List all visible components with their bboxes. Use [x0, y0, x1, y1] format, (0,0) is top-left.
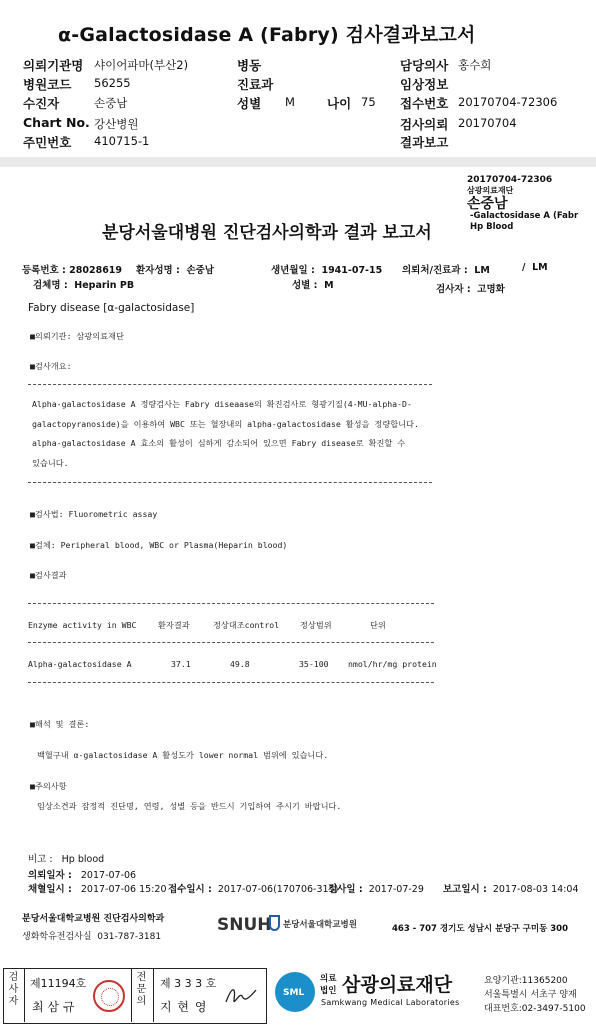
agency: ■의뢰기관: 삼광의료재단 — [30, 331, 124, 341]
req-date-label: 의뢰일자 : — [28, 870, 72, 881]
patient-label: 환자성명 : — [136, 265, 180, 276]
org-prefix-1: 의료 — [320, 974, 337, 984]
org-english: Samkwang Medical Laboratories — [321, 998, 460, 1007]
header-label: 진료과 — [237, 77, 274, 92]
header-label: 성별 — [237, 96, 262, 111]
row-range: 35-100 — [299, 659, 329, 669]
header-value: M — [285, 95, 295, 109]
overview-line-1: Alpha-galactosidase A 정량검사는 Fabry diseaase의 확진검사로 형광기질(4-MU-alpha-D- — [32, 399, 412, 409]
tag-specialist: 전문의 — [136, 972, 147, 1007]
table-bottom-rule — [28, 682, 434, 683]
col-patient: 환자결과 — [158, 620, 190, 630]
col-range: 정상범위 — [300, 620, 332, 630]
tag-examiner: 검사자 — [8, 972, 19, 1007]
signature-scribble-icon — [222, 982, 258, 1010]
test-date: 2017-07-29 — [368, 884, 424, 895]
method: ■검사법: Fluorometric assay — [30, 509, 158, 519]
sample: ■검체: Peripheral blood, WBC or Plasma(Heparin blood) — [30, 540, 288, 550]
header-label: 의뢰기관명 — [23, 58, 84, 73]
reg-no: 28028619 — [69, 265, 123, 276]
specialist-license: 제 3 3 3 호 — [160, 977, 217, 990]
lab-phone: 031-787-3181 — [97, 932, 162, 942]
table-top-rule — [28, 603, 434, 604]
report-date: 2017-08-03 14:04 — [492, 884, 579, 895]
snuh-logo: SNUH — [217, 915, 272, 935]
dept-label: 의뢰처/진료과 : — [402, 265, 468, 276]
divider — [131, 968, 132, 1022]
label-specimen: Hp Blood — [470, 222, 514, 232]
label-number: 20170704-72306 — [467, 175, 553, 185]
examiner-name: 최 삼 규 — [32, 1000, 75, 1014]
red-seal-icon — [93, 980, 125, 1012]
label-test: -Galactosidase A (Fabr — [470, 211, 579, 221]
header-value: 20170704 — [458, 116, 517, 130]
col-enzyme: Enzyme activity in WBC — [28, 620, 137, 630]
dob: 1941-07-15 — [321, 265, 383, 276]
header-label: 수진자 — [23, 96, 60, 111]
snuh-hospital: 분당서울대학교병원 — [283, 920, 357, 930]
overview-line-4: 있습니다. — [32, 458, 69, 468]
header-value: 75 — [361, 95, 376, 109]
header-label: 담당의사 — [400, 58, 449, 73]
interp-heading: ■해석 및 결론: — [30, 719, 90, 729]
receipt-label: 접수일시 : — [168, 884, 212, 895]
col-control: 정상대조control — [213, 620, 280, 630]
receipt: 2017-07-06(170706-315) — [217, 884, 339, 895]
examiner-label: 검사자 : — [436, 284, 471, 295]
header-value: 손중남 — [94, 96, 128, 110]
section-divider — [0, 157, 596, 167]
row-control: 49.8 — [230, 659, 250, 669]
sml-logo-text: SML — [283, 988, 305, 998]
test-date-label: 검사일 : — [328, 884, 363, 895]
collect: 2017-07-06 15:20 — [80, 884, 167, 895]
examiner: 고명화 — [477, 284, 505, 295]
org-prefix-2: 법인 — [320, 986, 337, 996]
reg-no-label: 등록번호 : — [22, 265, 66, 276]
result-heading: ■검사결과 — [30, 570, 67, 580]
req-date: 2017-07-06 — [80, 870, 137, 881]
report-header-title: α-Galactosidase A (Fabry) 검사결과보고서 — [58, 24, 476, 46]
specimen-label: 검체명 : — [33, 280, 68, 291]
header-value: 56255 — [94, 76, 131, 90]
header-value: 410715-1 — [94, 134, 150, 148]
header-label: Chart No. — [23, 115, 90, 130]
sex: M — [324, 280, 334, 291]
header-value: 20170704-72306 — [458, 95, 558, 109]
header-value: 샤이어파마(부산2) — [94, 58, 189, 72]
header-label: 병원코드 — [23, 77, 72, 92]
label-name: 손중남 — [467, 196, 508, 212]
label-org: 삼광의료재단 — [467, 186, 514, 195]
sex-label: 성별 : — [292, 280, 318, 291]
test-name: Fabry disease [α-galactosidase] — [28, 302, 195, 314]
org-phone: 대표번호:02-3497-5100 — [484, 1004, 586, 1014]
divider — [153, 968, 154, 1022]
dept-name: 분당서울대학교병원 진단검사의학과 — [22, 914, 165, 924]
specialist-name: 지 현 영 — [160, 1000, 208, 1014]
remark-label: 비고 : — [28, 854, 53, 865]
header-value: 홍수희 — [458, 58, 492, 72]
hospital-address: 463 - 707 경기도 성남시 분당구 구미동 300 — [392, 924, 569, 934]
snuh-emblem-icon — [269, 915, 280, 931]
specimen: Heparin PB — [74, 280, 135, 291]
dept1: LM — [474, 265, 490, 276]
divider — [28, 384, 432, 385]
header-value: 강산병원 — [94, 117, 139, 131]
patient-name: 손중남 — [186, 265, 214, 276]
row-patient: 37.1 — [171, 659, 191, 669]
header-label: 결과보고 — [400, 135, 449, 150]
dept2: LM — [532, 262, 548, 273]
org-name: 삼광의료재단 — [342, 974, 453, 996]
header-label: 접수번호 — [400, 96, 449, 111]
col-unit: 단위 — [370, 620, 386, 630]
interp-text: 백혈구내 α-galactosidase A 활성도가 lower normal 범위에 있습니다. — [37, 750, 329, 760]
report-date-label: 보고일시 : — [443, 884, 487, 895]
dept-sep: / — [522, 262, 526, 273]
header-label: 임상정보 — [400, 77, 449, 92]
header-label: 검사의뢰 — [400, 117, 449, 132]
examiner-license: 제11194호 — [30, 977, 87, 990]
divider — [28, 482, 432, 483]
lab-name: 생화학유전검사실 — [22, 932, 92, 942]
overview-line-2: galactopyranoside)을 이용하여 WBC 또는 혈장내의 alpha-galactosidase 활성을 정량합니다. — [32, 419, 419, 429]
table-header-rule — [28, 642, 434, 643]
report-title: 분당서울대병원 진단검사의학과 결과 보고서 — [102, 223, 432, 243]
header-label: 주민번호 — [23, 135, 72, 150]
overview-line-3: alpha-galactosidase A 효소의 활성이 심하게 감소되어 있으면 Fabry disease로 확진할 수 — [32, 438, 406, 448]
dob-label: 생년월일 : — [271, 265, 315, 276]
header-label: 병동 — [237, 58, 262, 73]
org-address: 서울특별시 서초구 양재 — [484, 990, 577, 1000]
row-enzyme: Alpha-galactosidase A — [28, 659, 132, 669]
header-label: 나이 — [327, 96, 352, 111]
collect-label: 채혈일시 : — [28, 884, 72, 895]
notes-text: 임상소견과 잠정적 진단명, 연령, 성별 등을 반드시 기입하여 주시기 바랍니다. — [37, 801, 342, 811]
notes-heading: ■주의사항 — [30, 781, 67, 791]
row-unit: nmol/hr/mg protein — [348, 659, 437, 669]
remark: Hp blood — [61, 854, 105, 865]
divider — [24, 968, 25, 1022]
institution-code: 요양기관:11365200 — [484, 976, 568, 986]
overview-heading: ■검사개요: — [30, 361, 72, 371]
